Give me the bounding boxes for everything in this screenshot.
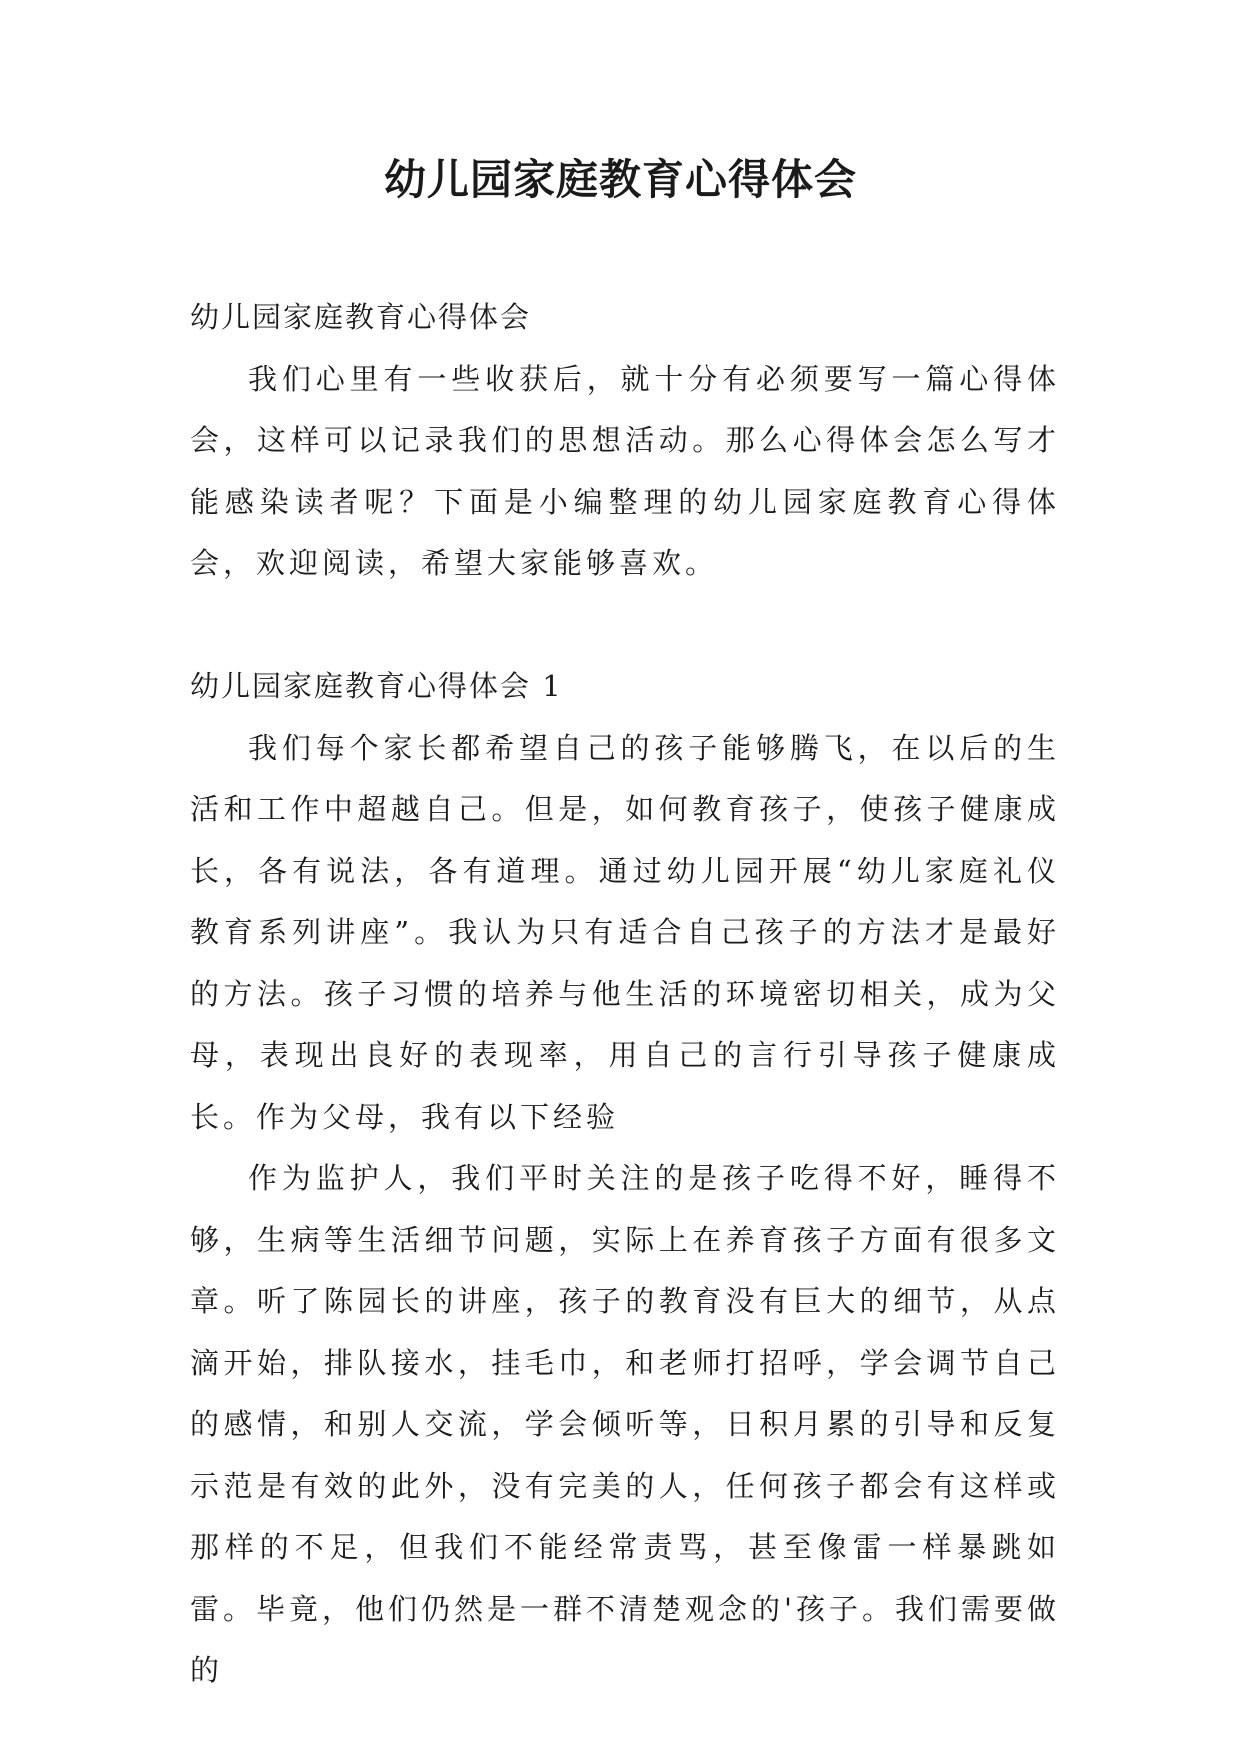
intro-heading: 幼儿园家庭教育心得体会 <box>190 300 532 334</box>
document-title: 幼儿园家庭教育心得体会 <box>383 155 857 204</box>
section-1-heading: 幼儿园家庭教育心得体会 1 <box>190 669 563 703</box>
intro-paragraph: 我们心里有一些收获后，就十分有必须要写一篇心得体会，这样可以记录我们的思想活动。那么心得体会怎么写才能感染读者呢？下面是小编整理的幼儿园家庭教育心得体会，欢迎阅读，希望大家能够喜欢。 <box>190 361 1060 580</box>
document-body <box>190 287 1060 1702</box>
section-1-paragraph-1: 我们每个家长都希望自己的孩子能够腾飞，在以后的生活和工作中超越自己。但是，如何教育孩子，使孩子健康成长，各有说法，各有道理。通过幼儿园开展“幼儿家庭礼仪教育系列讲座”。我认为只有适合自己孩子的方法才是最好的方法。孩子习惯的培养与他生活的环境密切相关，成为父母，表现出良好的表现率，用自己的言行引导孩子健康成长。作为父母，我有以下经验 <box>190 730 1060 1134</box>
section-spacer <box>190 595 1060 657</box>
section-1-paragraph-2: 作为监护人，我们平时关注的是孩子吃得不好，睡得不够，生病等生活细节问题，实际上在养育孩子方面有很多文章。听了陈园长的讲座，孩子的教育没有巨大的细节，从点滴开始，排队接水，挂毛巾，和老师打招呼，学会调节自己的感情，和别人交流，学会倾听等，日积月累的引导和反复示范是有效的此外，没有完美的人，任何孩子都会有这样或那样的不足，但我们不能经常责骂，甚至像雷一样暴跳如雷。毕竟，他们仍然是一群不清楚观念的'孩子。我们需要做的 <box>190 1161 1060 1687</box>
